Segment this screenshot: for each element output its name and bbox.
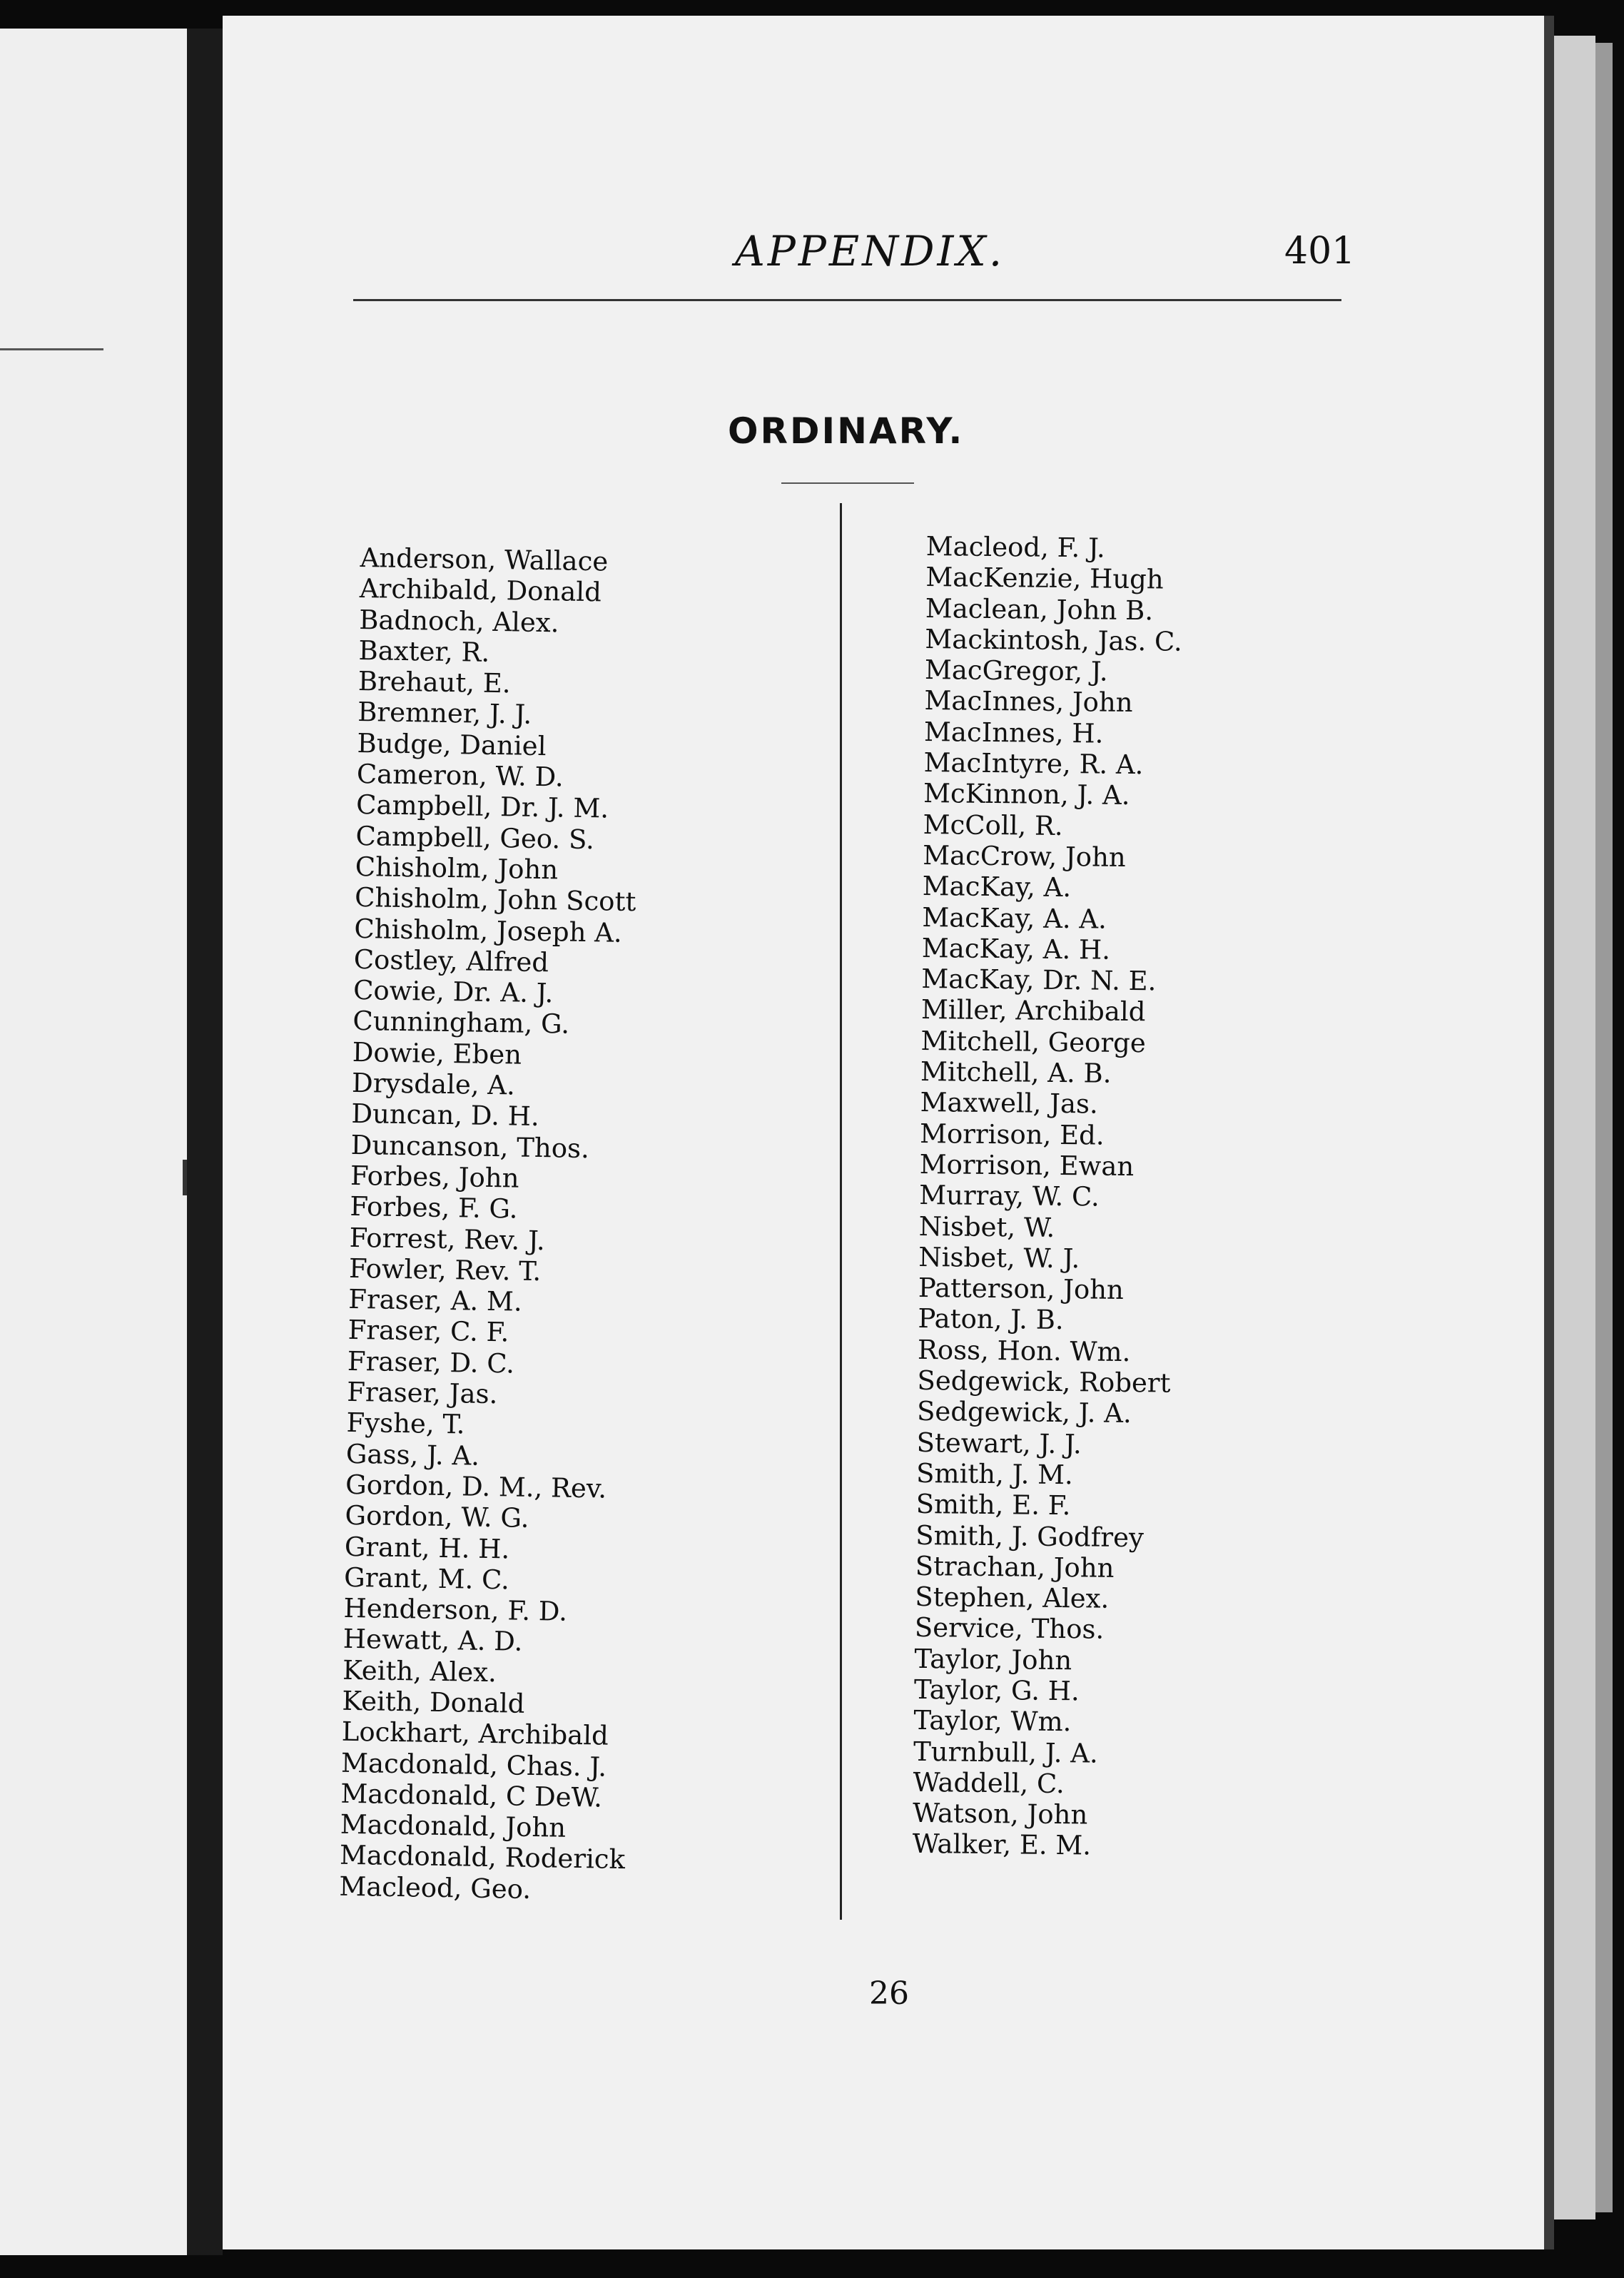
member-name: Fraser, A. M. <box>348 1283 522 1317</box>
member-name: Macdonald, C DeW. <box>340 1778 603 1813</box>
member-name: MacCrow, John <box>923 839 1126 873</box>
member-name: Taylor, G. H. <box>913 1674 1080 1707</box>
header-rule <box>353 299 1341 301</box>
member-name: MacKay, Dr. N. E. <box>921 963 1157 997</box>
member-name: Gass, J. A. <box>345 1438 480 1472</box>
member-name: McKinnon, J. A. <box>923 778 1130 811</box>
member-name: Stewart, J. J. <box>916 1427 1082 1459</box>
member-name: Fraser, D. C. <box>347 1345 515 1380</box>
member-name: Sedgewick, J. A. <box>916 1396 1132 1429</box>
member-name: Bremner, J. J. <box>357 697 532 731</box>
member-name: Cunningham, G. <box>352 1006 570 1041</box>
member-name: MacKay, A. A. <box>922 901 1107 935</box>
column-divider <box>840 503 842 1920</box>
page-number: 401 <box>1284 230 1356 273</box>
member-name: Watson, John <box>912 1798 1088 1831</box>
member-name: Forbes, John <box>350 1160 519 1194</box>
member-name: Keith, Alex. <box>342 1654 497 1688</box>
member-name: Chisholm, Joseph A. <box>354 913 623 948</box>
section-title: ORDINARY. <box>728 410 965 452</box>
member-name: Sedgewick, Robert <box>917 1365 1171 1399</box>
member-name: Mitchell, A. B. <box>920 1056 1112 1089</box>
signature-mark: 26 <box>869 1975 909 2012</box>
member-name: Duncan, D. H. <box>351 1098 540 1133</box>
member-name: Maclean, John B. <box>925 592 1154 626</box>
page-edge <box>1544 16 1554 2249</box>
member-name: Henderson, F. D. <box>343 1592 568 1627</box>
book-spine <box>187 29 223 2255</box>
member-name: Anderson, Wallace <box>360 542 609 577</box>
member-name: Waddell, C. <box>913 1766 1065 1799</box>
member-name: Forbes, F. G. <box>350 1191 518 1225</box>
member-name: Morrison, Ewan <box>919 1148 1135 1183</box>
member-name: Miller, Archibald <box>920 994 1146 1028</box>
facing-page-rule <box>0 348 103 350</box>
member-name: MacIntyre, R. A. <box>923 747 1144 781</box>
member-name: Morrison, Ed. <box>919 1118 1105 1151</box>
member-name: MacInnes, H. <box>923 716 1104 749</box>
member-name: Taylor, John <box>914 1643 1072 1676</box>
member-name: Mackintosh, Jas. C. <box>925 623 1183 657</box>
member-name: Lockhart, Archibald <box>341 1716 609 1751</box>
member-name: Smith, E. F. <box>915 1489 1071 1522</box>
member-name: Archibald, Donald <box>359 573 602 608</box>
member-name: Smith, J. M. <box>915 1457 1074 1491</box>
member-name: Macleod, Geo. <box>339 1871 532 1905</box>
running-title: APPENDIX. <box>735 227 1005 275</box>
member-name: MacKay, A. <box>922 871 1072 903</box>
member-name: Mitchell, George <box>920 1025 1146 1059</box>
member-name: Strachan, John <box>915 1550 1115 1584</box>
member-name: Fraser, C. F. <box>347 1315 509 1348</box>
member-name: Macdonald, John <box>340 1808 567 1843</box>
member-name: Nisbet, W. <box>918 1210 1055 1243</box>
title-rule <box>781 482 914 484</box>
member-name: Macleod, F. J. <box>925 531 1106 564</box>
member-list-left <box>339 542 646 1906</box>
member-name: Nisbet, W. J. <box>918 1241 1080 1275</box>
cover-edge <box>1595 43 1613 2212</box>
member-name: Campbell, Geo. S. <box>355 820 595 855</box>
member-name: Grant, M. C. <box>343 1561 510 1596</box>
member-name: Baxter, R. <box>358 634 490 668</box>
member-name: Walker, E. M. <box>912 1828 1092 1861</box>
member-name: Turnbull, J. A. <box>913 1736 1099 1769</box>
member-name: Chisholm, John <box>355 851 559 886</box>
member-name: Campbell, Dr. J. M. <box>355 789 609 824</box>
member-name: Ross, Hon. Wm. <box>917 1334 1131 1367</box>
member-name: Murray, W. C. <box>919 1180 1100 1213</box>
member-name: Service, Thos. <box>914 1612 1105 1646</box>
member-name: Paton, J. B. <box>918 1303 1064 1336</box>
member-name: Gordon, D. M., Rev. <box>345 1469 607 1504</box>
member-name: Cowie, Dr. A. J. <box>352 975 554 1009</box>
member-name: Macdonald, Chas. J. <box>340 1747 607 1783</box>
member-name: Maxwell, Jas. <box>920 1087 1099 1120</box>
member-name: McColl, R. <box>923 809 1063 841</box>
member-name: Dowie, Eben <box>352 1036 522 1070</box>
facing-page-left <box>0 29 187 2255</box>
member-name: Stephen, Alex. <box>915 1581 1110 1614</box>
member-name: Badnoch, Alex. <box>358 604 559 638</box>
member-name: Grant, H. H. <box>344 1531 510 1564</box>
member-name: Chisholm, John Scott <box>354 882 636 918</box>
member-name: Taylor, Wm. <box>913 1705 1072 1738</box>
member-name: Patterson, John <box>918 1272 1125 1306</box>
member-name: MacInnes, John <box>924 685 1133 719</box>
member-name: Forrest, Rev. J. <box>349 1222 546 1256</box>
member-name: Hewatt, A. D. <box>342 1624 523 1658</box>
page-stack-edge <box>1554 36 1595 2219</box>
member-list-right <box>913 531 1184 1862</box>
member-name: Smith, J. Godfrey <box>915 1519 1145 1553</box>
member-name: MacKenzie, Hugh <box>925 562 1164 595</box>
member-name: Fraser, Jas. <box>346 1376 498 1410</box>
member-name: MacGregor, J. <box>924 654 1108 687</box>
member-name: Keith, Donald <box>342 1685 525 1719</box>
member-name: Budge, Daniel <box>357 727 547 761</box>
member-name: Cameron, W. D. <box>356 759 564 793</box>
member-name: Drysdale, A. <box>351 1067 516 1101</box>
member-name: Duncanson, Thos. <box>350 1129 590 1164</box>
member-name: Costley, Alfred <box>353 943 549 978</box>
member-name: Fyshe, T. <box>346 1407 465 1440</box>
member-name: Brehaut, E. <box>357 666 511 699</box>
member-name: Gordon, W. G. <box>345 1500 529 1534</box>
member-name: Macdonald, Roderick <box>339 1840 626 1875</box>
member-name: MacKay, A. H. <box>921 932 1111 966</box>
member-name: Fowler, Rev. T. <box>348 1252 542 1287</box>
